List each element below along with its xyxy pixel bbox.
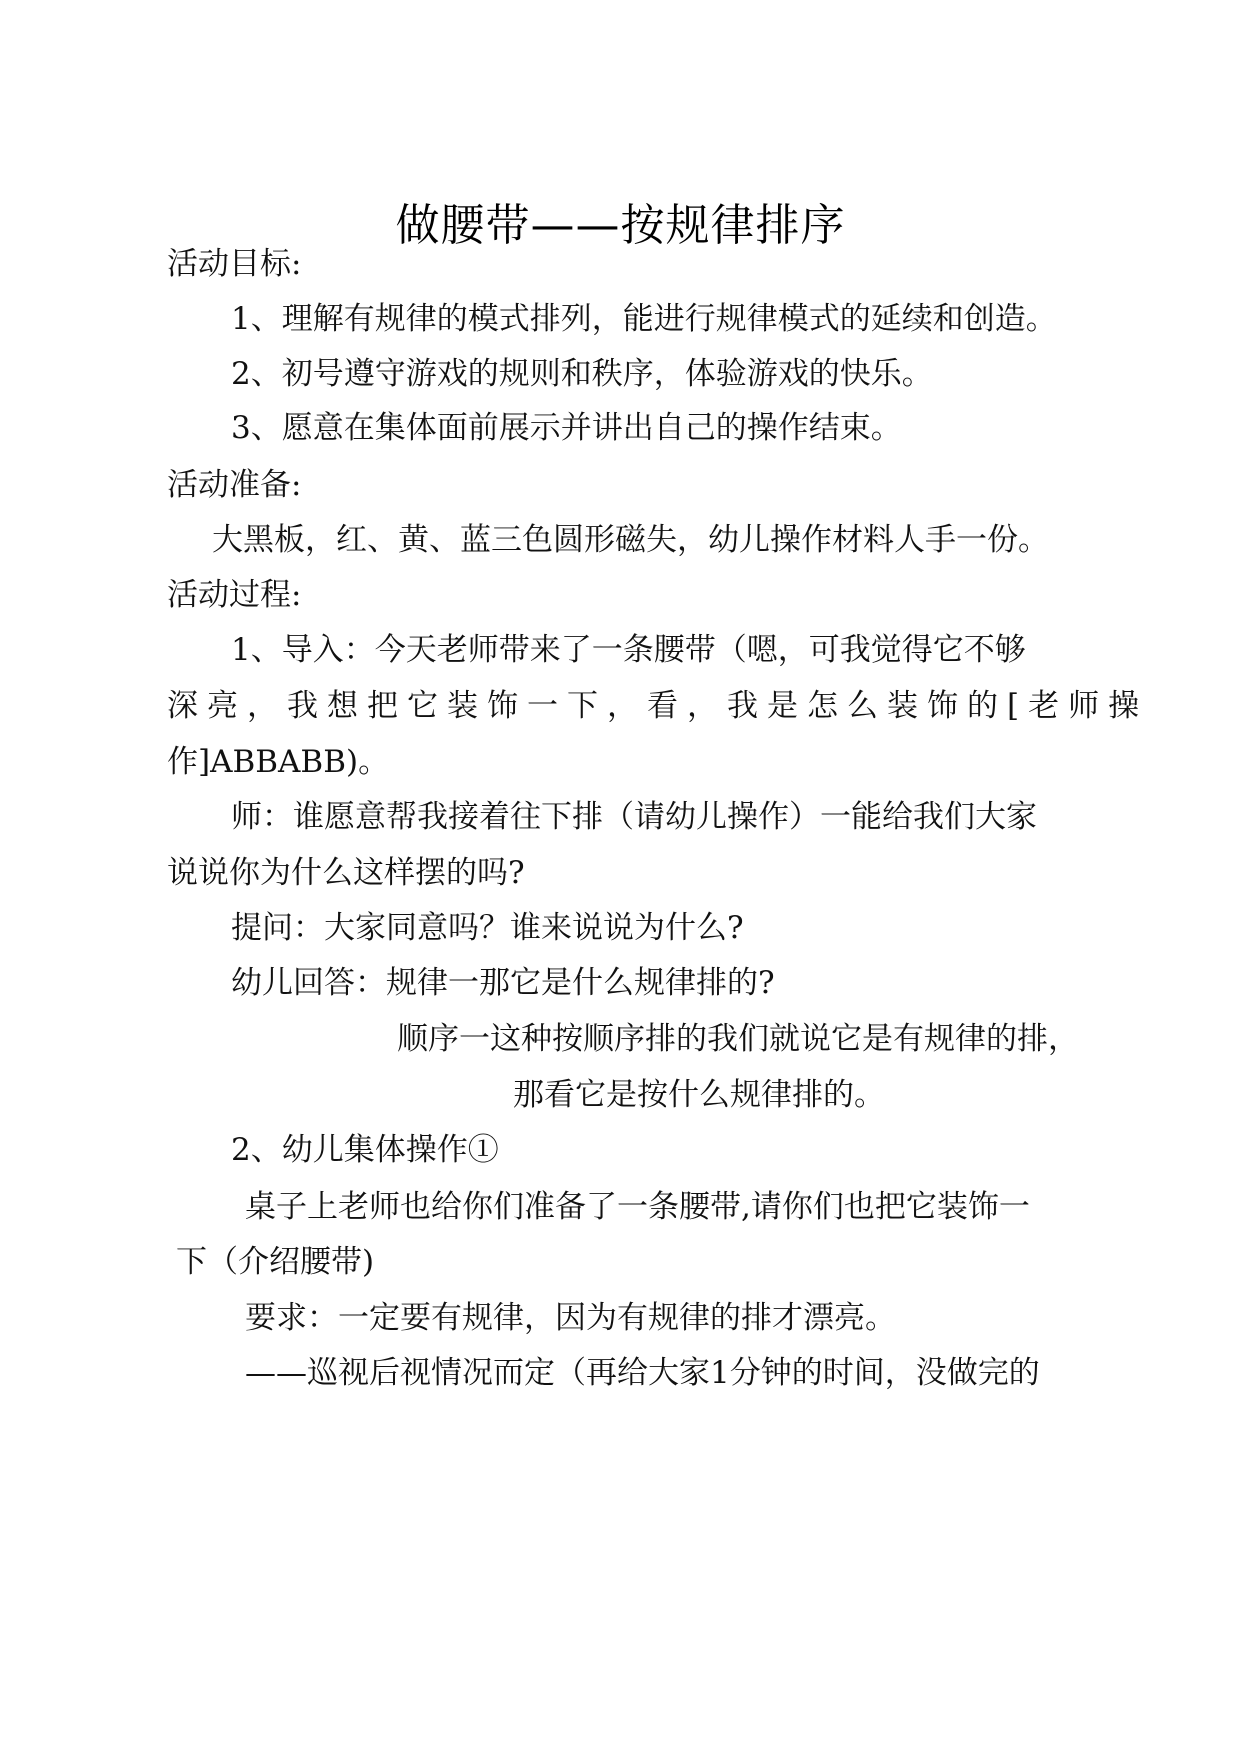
process-paragraph-line: ——巡视后视情况而定（再给大家1分钟的时间，没做完的 bbox=[245, 1355, 1040, 1391]
process-paragraph-line: 桌子上老师也给你们准备了一条腰带,请你们也把它装饰一 bbox=[245, 1189, 1030, 1225]
process-paragraph-line: 顺序一这种按顺序排的我们就说它是有规律的排， bbox=[397, 1021, 1079, 1057]
process-paragraph-line: 深亮，我想把它装饰一下，看，我是怎么装饰的[老师操 bbox=[167, 688, 1149, 724]
section-heading-preparation: 活动准备: bbox=[167, 467, 302, 503]
process-paragraph-line: 作]ABBABB)。 bbox=[167, 744, 390, 780]
section-heading-goals: 活动目标: bbox=[167, 246, 302, 282]
process-paragraph-line: 1、导入：今天老师带来了一条腰带（嗯，可我觉得它不够 bbox=[231, 632, 1026, 668]
process-paragraph-line: 说说你为什么这样摆的吗? bbox=[167, 855, 525, 891]
preparation-text: 大黑板，红、黄、蓝三色圆形磁失，幼儿操作材料人手一份。 bbox=[212, 522, 1049, 558]
goal-item-3: 3、愿意在集体面前展示并讲出自己的操作结束。 bbox=[231, 410, 902, 446]
process-paragraph-line: 幼儿回答：规律一那它是什么规律排的? bbox=[231, 965, 775, 1001]
document-title: 做腰带——按规律排序 bbox=[395, 200, 846, 251]
process-paragraph-line: 要求：一定要有规律，因为有规律的排才漂亮。 bbox=[245, 1300, 896, 1336]
goal-item-2: 2、初号遵守游戏的规则和秩序，体验游戏的快乐。 bbox=[231, 356, 933, 392]
goal-item-1: 1、理解有规律的模式排列，能进行规律模式的延续和创造。 bbox=[231, 301, 1057, 337]
process-paragraph-line: 提问：大家同意吗？谁来说说为什么? bbox=[231, 910, 744, 946]
section-heading-process: 活动过程: bbox=[167, 577, 302, 613]
process-step-heading: 2、幼儿集体操作① bbox=[231, 1132, 499, 1168]
process-paragraph-line: 那看它是按什么规律排的。 bbox=[513, 1077, 885, 1113]
process-paragraph-line: 师：谁愿意帮我接着往下排（请幼儿操作）一能给我们大家 bbox=[231, 799, 1037, 835]
process-paragraph-line: 下（介绍腰带) bbox=[176, 1244, 375, 1280]
